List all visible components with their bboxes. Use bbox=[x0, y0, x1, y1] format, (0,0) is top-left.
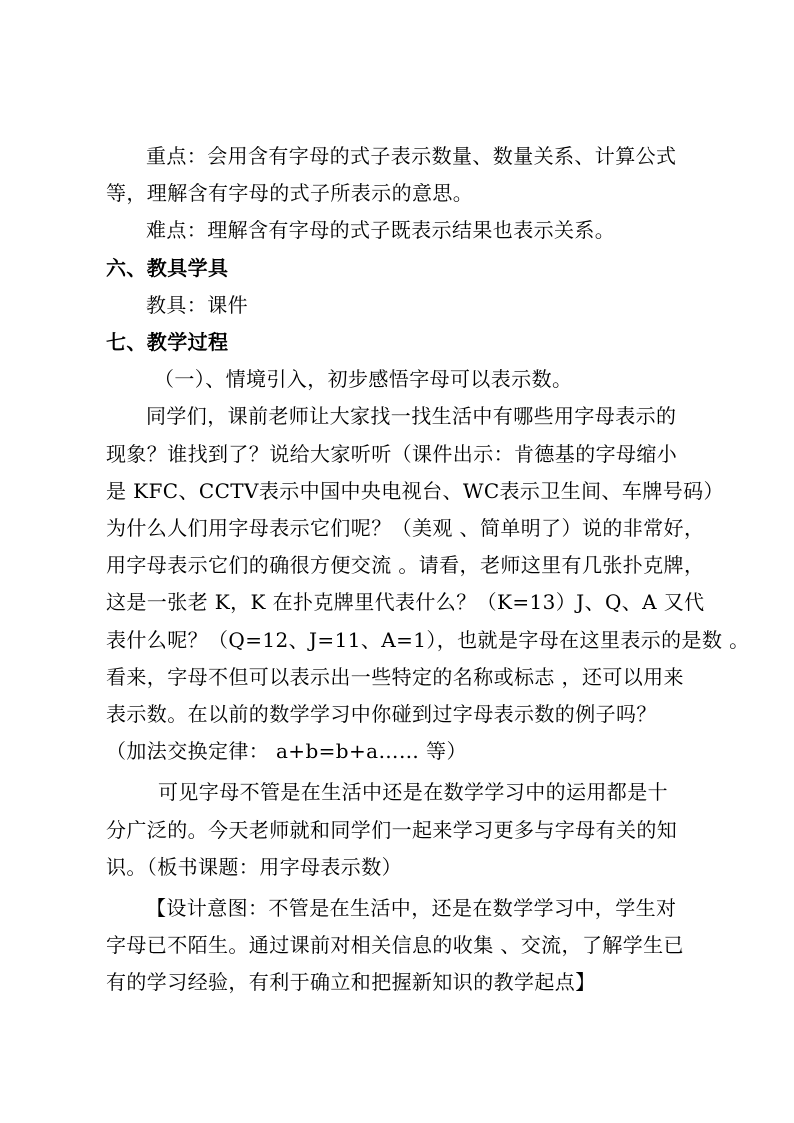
paragraph-line: 【设计意图：不管是在生活中，还是在数学学习中，学生对 bbox=[146, 896, 677, 921]
document-page bbox=[106, 138, 750, 1002]
paragraph-line: 看来，字母不但可以表示出一些特定的名称或标志 ，还可以用来 bbox=[106, 664, 684, 689]
intro-paragraph bbox=[106, 398, 750, 770]
paragraph-line: 可见字母不管是在生活中还是在数学学习中的运用都是十 bbox=[158, 780, 668, 805]
difficulty-point: 难点：理解含有字母的式子既表示结果也表示关系。 bbox=[146, 218, 616, 243]
paragraph-line: 同学们，课前老师让大家找一找生活中有哪些用字母表示的 bbox=[146, 404, 677, 429]
focus-point-line1: 重点：会用含有字母的式子表示数量、数量关系、计算公式 bbox=[146, 144, 677, 168]
paragraph-line: 用字母表示它们的确很方便交流 。请看，老师这里有几张扑克牌， bbox=[106, 553, 705, 578]
paragraph-line: 表示数。在以前的数学学习中你碰到过字母表示数的例子吗？ bbox=[106, 702, 657, 727]
paragraph-line: 现象？谁找到了？说给大家听听（课件出示：肯德基的字母缩小 bbox=[106, 441, 678, 466]
paragraph-line: 这是一张老 K，K 在扑克牌里代表什么？（K=13）J、Q、A 又代 bbox=[106, 590, 705, 615]
paragraph-line: 字母已不陌生。通过课前对相关信息的收集 、交流，了解学生已 bbox=[106, 933, 684, 958]
paragraph-line: 识。（板书课题：用字母表示数） bbox=[106, 854, 402, 879]
focus-point-line2: 等，理解含有字母的式子所表示的意思。 bbox=[106, 181, 474, 206]
teaching-tools: 教具：课件 bbox=[146, 292, 248, 317]
paragraph-line: 分广泛的。今天老师就和同学们一起来学习更多与字母有关的知 bbox=[106, 817, 678, 842]
paragraph-line: 是 KFC、CCTV表示中国中央电视台、WC表示卫生间、车牌号码） bbox=[106, 478, 724, 503]
paragraph-line: 为什么人们用字母表示它们呢？（美观 、简单明了）说的非常好， bbox=[106, 516, 705, 541]
section-6-heading: 六、教具学具 bbox=[106, 255, 229, 280]
paragraph-line: 表什么呢？（Q=12、J=11、A=1），也就是字母在这里表示的是数 。 bbox=[106, 627, 750, 652]
design-intent-paragraph bbox=[106, 890, 690, 1002]
paragraph-line: 有的学习经验，有利于确立和把握新知识的教学起点】 bbox=[106, 970, 596, 995]
section-7-heading: 七、教学过程 bbox=[106, 330, 229, 355]
summary-paragraph bbox=[106, 774, 690, 886]
paragraph-line: （加法交换定律： a+b=b+a…… 等） bbox=[106, 739, 467, 764]
step-1-title: （一）、情境引入，初步感悟字母可以表示数。 bbox=[154, 367, 573, 392]
